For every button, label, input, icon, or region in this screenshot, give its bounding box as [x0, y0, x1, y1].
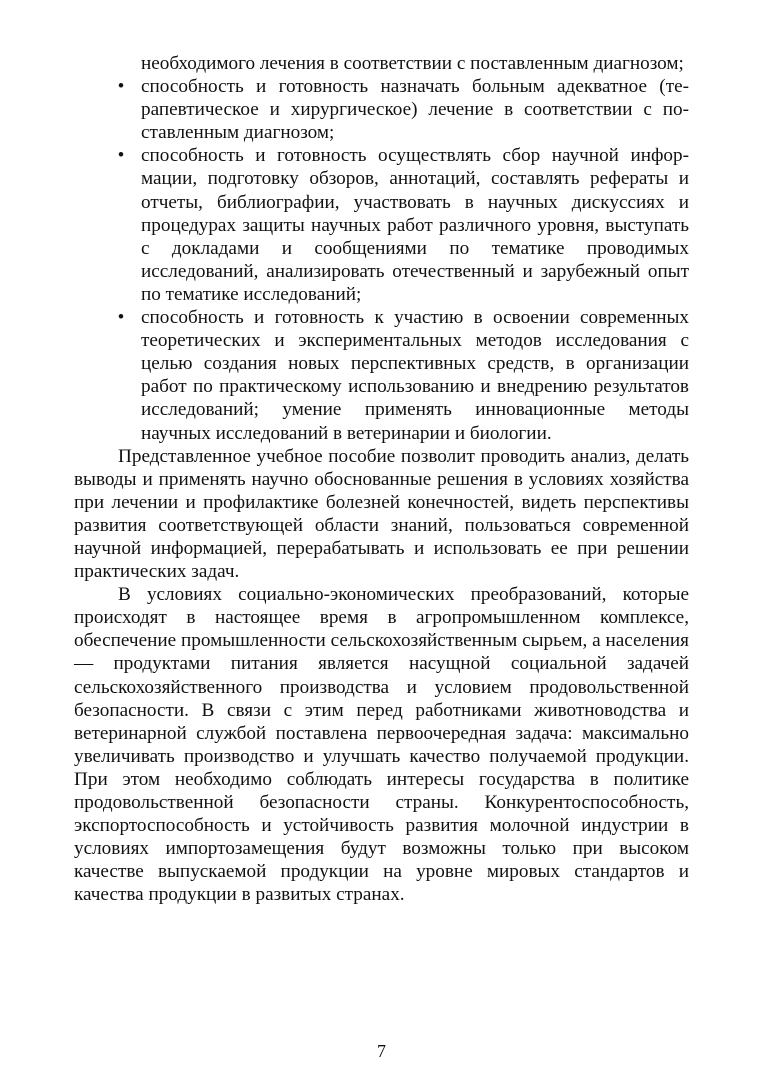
bullet-icon: • — [117, 145, 125, 167]
list-item — [74, 75, 689, 144]
paragraph-textbook-purpose: Представленное учебное пособие позволит проводить анализ, делать выводы и применять научно обоснованные решения в условиях хозяйства при лечении и профилактике болезней конечностей, видеть перспективы развития соответствующей области знаний, пользоваться современной научной информацией, перерабатывать и использовать ее при решении практических задач. — [74, 445, 689, 583]
competency-list — [74, 75, 689, 445]
list-item-text: способность и готовность осуществлять сбор научной информации, подготовку обзоров, аннотаций, составлять рефераты и отчеты, библиографии, участвовать в научных дискуссиях и процедурах защиты научных работ различного уровня, выступать с докладами и сообщениями по тематике проводимых исследований, анализировать отечественный и зарубежный опыт по тематике исследований; — [141, 145, 689, 305]
bullet-icon: • — [117, 76, 125, 98]
list-item — [74, 144, 689, 306]
list-item — [74, 306, 689, 445]
bullet-continuation: необходимого лечения в соответствии с поставленным диагнозом; — [141, 53, 684, 74]
list-item-text: способность и готовность назначать больным адекватное (терапевтическое и хирургическое) лечение в соответствии с поставленным диагнозом; — [141, 76, 689, 144]
paragraph-economic-context: В условиях социально-экономических преобразований, которые происходят в настоящее время в агропромышленном комплексе, обеспечение промышленности сельскохозяйственным сырьем, а населения — продуктами питания является насущной социальной задачей сельскохозяйственного производства и условием продовольственной безопасности. В связи с этим перед работниками животноводства и ветеринарной службой поставлена первоочередная задача: максимально увеличивать производство и улучшать качество получаемой продукции. При этом необходимо соблюдать интересы государства в политике продовольственной безопасности страны. Конкурентоспособность, экспортоспособность и устойчивость развития молочной индустрии в условиях импортозамещения будут возможны только при высоком качестве выпускаемой продукции на уровне мировых стандартов и качества продукции в развитых странах. — [74, 584, 689, 906]
list-item-text: способность и готовность к участию в освоении современных теоретических и экспериментальных методов исследования с целью создания новых перспективных средств, в организации работ по практическому использованию и внедрению результатов исследований; умение применять инновационные методы научных исследований в ветеринарии и биологии. — [141, 307, 689, 444]
bullet-icon: • — [117, 307, 125, 329]
page-number: 7 — [377, 1041, 386, 1061]
page-body — [74, 52, 689, 906]
